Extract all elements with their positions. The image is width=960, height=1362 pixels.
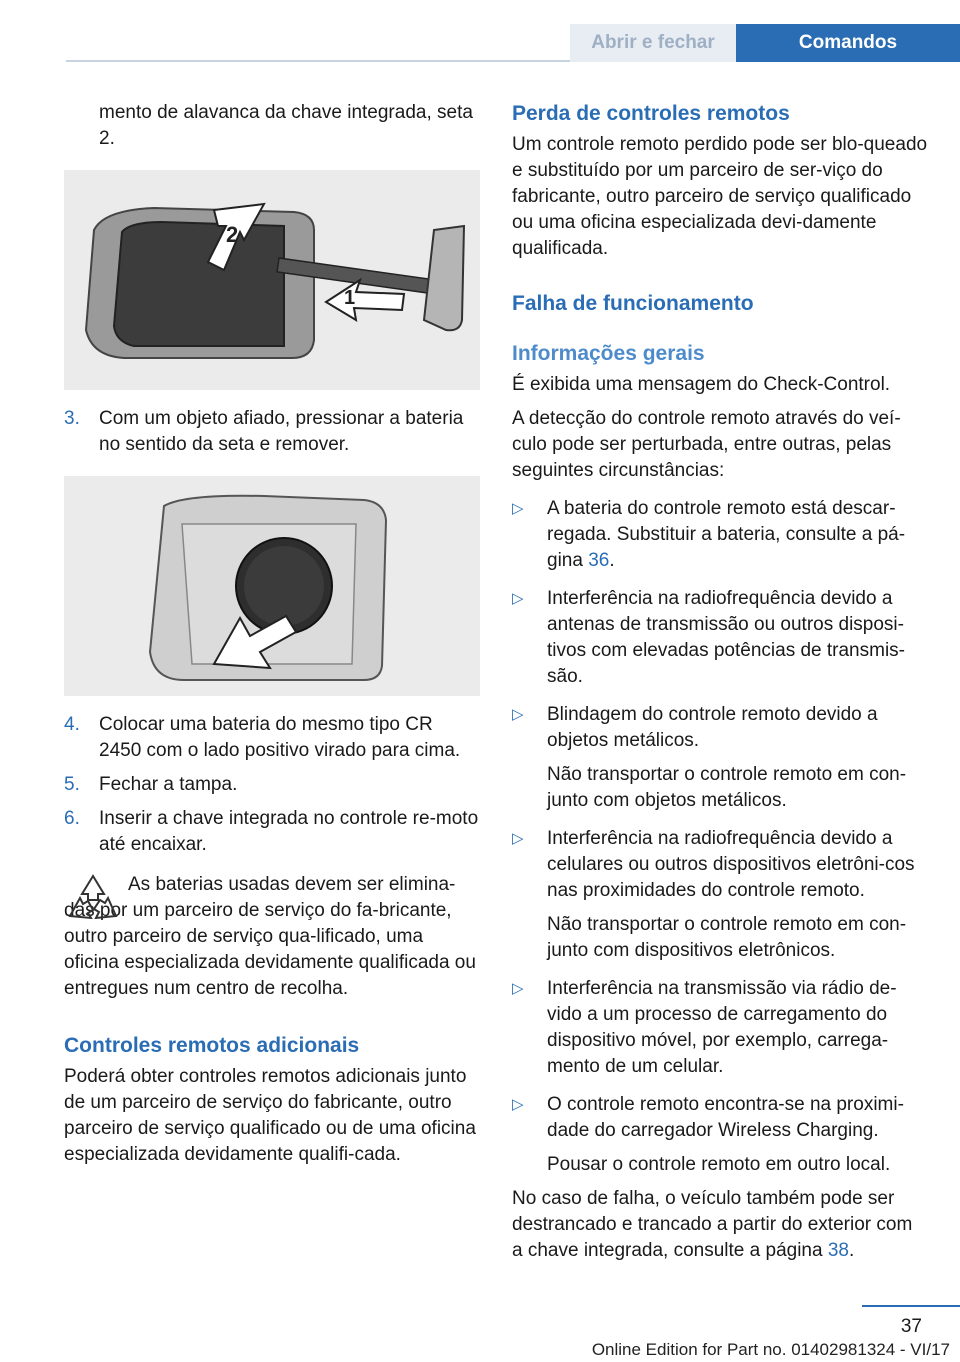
footer-rule (862, 1305, 960, 1307)
battery-removal-illustration (64, 476, 480, 696)
page-link-36[interactable]: 36 (588, 550, 610, 571)
bullet-triangle-icon: ▷ (512, 706, 524, 723)
subsection-title-general-info: Informações gerais (512, 342, 705, 365)
bullet-subtext: Não transportar o controle remoto em con‐junto com objetos metálicos. (547, 764, 907, 811)
footer-edition: Online Edition for Part no. 01402981324 - VI/17 (591, 1340, 950, 1359)
section-title-additional-remotes: Controles remotos adicionais (64, 1034, 360, 1057)
bullet-text: Blindagem do controle remoto devido a objetos metálicos. (547, 704, 878, 751)
step-3 (64, 406, 480, 458)
header-tab-active[interactable]: Comandos (736, 24, 960, 62)
bullet-subtext: Pousar o controle remoto em outro local. (547, 1154, 891, 1175)
step-text: Colocar uma bateria do mesmo tipo CR 2450 com o lado positivo virado para cima. (99, 714, 461, 761)
general-info-text-1: É exibida uma mensagem do Check-Control. (512, 374, 891, 395)
figure-key-removal (64, 170, 480, 390)
bullet-item-shielding (512, 702, 928, 814)
intro-text: mento de alavanca da chave integrada, seta 2. (99, 102, 473, 149)
bullet-subtext: Não transportar o controle remoto em con‐junto com dispositivos eletrônicos. (547, 914, 907, 961)
bullet-triangle-icon: ▷ (512, 1096, 524, 1113)
section-title-lost-remotes: Perda de controles remotos (512, 102, 790, 125)
recycle-icon (64, 872, 122, 930)
bullet-text: A bateria do controle remoto está descar‐regada. Substituir a bateria, consulte a pá‐gina (547, 498, 906, 571)
closing-text (512, 1186, 928, 1264)
recycle-note-text: As baterias usadas devem ser elimina‐das por um parceiro de serviço do fa‐bricante, outro parceiro de serviço qua‐lificado, uma oficina especializada devidamente qualificada ou entregues num centro de recolha. (64, 874, 476, 999)
step-number: 3. (64, 408, 80, 429)
lost-remotes-text: Um controle remoto perdido pode ser blo‐queado e substituído por um parceiro de ser‐viço do fabricante, outro parceiro de serviço qualificado ou uma oficina especializada devi‐damente qualificada. (512, 134, 928, 259)
bullet-text: Interferência na radiofrequência devido a antenas de transmissão ou outros disposi‐tivos com elevadas potências de transmis‐são. (547, 588, 905, 687)
bullet-text-end: . (609, 550, 615, 571)
step-5 (64, 772, 480, 798)
step-text: Fechar a tampa. (99, 774, 238, 795)
left-column (64, 100, 480, 1168)
bullet-item-antennas (512, 586, 928, 690)
step-6 (64, 806, 480, 858)
bullet-text: Interferência na radiofrequência devido a celulares ou outros dispositivos eletrôni‐cos nas proximidades do controle remoto. (547, 828, 915, 901)
key-removal-illustration (64, 170, 480, 390)
bullet-item-wireless-charger (512, 1092, 928, 1178)
step-number: 6. (64, 808, 80, 829)
step-text: Com um objeto afiado, pressionar a bateria no sentido da seta e remover. (99, 408, 464, 455)
bullet-item-cellphones (512, 826, 928, 964)
closing-text-main: No caso de falha, o veículo também pode ser destrancado e trancado a partir do exterior com a chave integrada, consulte a página (512, 1188, 913, 1261)
svg-text:2: 2 (226, 222, 239, 247)
section-text-additional-remotes: Poderá obter controles remotos adicionais junto de um parceiro de serviço do fabricante, outro parceiro de serviço qualificado ou de uma oficina especializada devidamente qualifi‐cada. (64, 1066, 476, 1165)
bullet-triangle-icon: ▷ (512, 590, 524, 607)
bullet-text: O controle remoto encontra-se na proximi‐dade do carregador Wireless Charging. (547, 1094, 904, 1141)
figure-battery-removal (64, 476, 480, 696)
page-number: 37 (900, 1316, 922, 1337)
step-number: 4. (64, 714, 80, 735)
bullet-item-battery (512, 496, 928, 574)
bullet-triangle-icon: ▷ (512, 500, 524, 517)
svg-text:1: 1 (344, 287, 356, 309)
bullet-triangle-icon: ▷ (512, 980, 524, 997)
general-info-text-2: A detecção do controle remoto através do veí‐culo pode ser perturbada, entre outras, pelas seguintes circunstâncias: (512, 408, 901, 481)
bullet-item-charging (512, 976, 928, 1080)
right-column (512, 100, 928, 1264)
header-tab-section[interactable]: Abrir e fechar (570, 24, 736, 62)
closing-text-end: . (848, 1240, 855, 1261)
bullet-text: Interferência na transmissão via rádio de‐vido a um processo de carregamento do dispositivo móvel, por exemplo, carrega‐mento de um celular. (547, 978, 897, 1077)
section-title-malfunction: Falha de funcionamento (512, 292, 754, 315)
bullet-triangle-icon: ▷ (512, 830, 524, 847)
recycle-note (64, 872, 480, 1002)
step-4 (64, 712, 480, 764)
page-link-38[interactable]: 38 (827, 1240, 849, 1261)
step-number: 5. (64, 774, 80, 795)
step-text: Inserir a chave integrada no controle re‐moto até encaixar. (99, 808, 479, 855)
